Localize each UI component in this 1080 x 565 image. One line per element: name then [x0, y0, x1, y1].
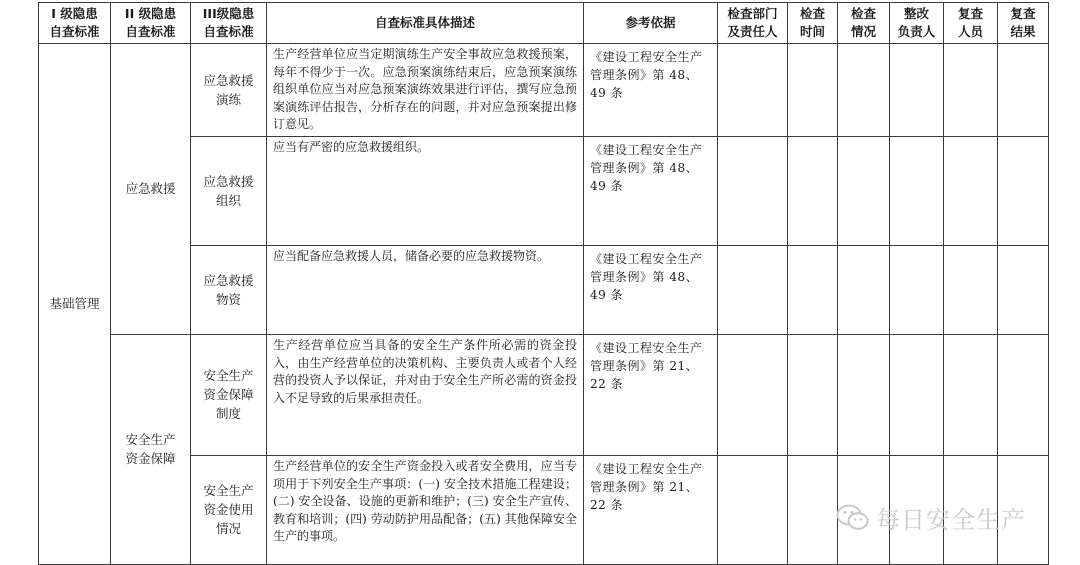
reviewer-cell[interactable]: [944, 334, 998, 455]
table-row: [39, 136, 1049, 245]
rectify-owner-cell[interactable]: [890, 334, 944, 455]
level1-cell: 基础管理: [39, 44, 111, 565]
header-row: [39, 3, 1049, 44]
inspection-dept-cell[interactable]: [718, 44, 788, 137]
inspection-status-cell[interactable]: [838, 136, 890, 245]
header-inspection-status: 检查 情况: [838, 3, 890, 44]
reference-cell: 《建设工程安全生产管理条例》第 48、49 条: [584, 245, 718, 334]
inspection-dept-cell[interactable]: [718, 245, 788, 334]
level3-cell: 安全生产 资金保障 制度: [191, 334, 267, 455]
level2-cell: 应急救援: [111, 44, 191, 335]
reviewer-cell[interactable]: [944, 136, 998, 245]
header-rectify-owner: 整改 负责人: [890, 3, 944, 44]
review-result-cell[interactable]: [998, 136, 1049, 245]
inspection-time-cell[interactable]: [788, 455, 838, 564]
inspection-status-cell[interactable]: [838, 334, 890, 455]
level2-cell: 安全生产 资金保障: [111, 334, 191, 564]
table-row: [39, 245, 1049, 334]
reference-cell: 《建设工程安全生产管理条例》第 48、49 条: [584, 44, 718, 137]
rectify-owner-cell[interactable]: [890, 44, 944, 137]
header-inspection-dept: 检查部门 及责任人: [718, 3, 788, 44]
level3-cell: 应急救援 组织: [191, 136, 267, 245]
level3-cell: 应急救援 演练: [191, 44, 267, 137]
inspection-status-cell[interactable]: [838, 245, 890, 334]
reviewer-cell[interactable]: [944, 44, 998, 137]
table-row: [39, 44, 1049, 137]
reviewer-cell[interactable]: [944, 245, 998, 334]
review-result-cell[interactable]: [998, 245, 1049, 334]
inspection-dept-cell[interactable]: [718, 334, 788, 455]
header-reference: 参考依据: [584, 3, 718, 44]
wechat-icon: [836, 504, 870, 532]
header-reviewer: 复查 人员: [944, 3, 998, 44]
reference-cell: 《建设工程安全生产管理条例》第 21、22 条: [584, 455, 718, 564]
reference-cell: 《建设工程安全生产管理条例》第 48、49 条: [584, 136, 718, 245]
rectify-owner-cell[interactable]: [890, 245, 944, 334]
header-level1: I 级隐患 自查标准: [39, 3, 111, 44]
inspection-time-cell[interactable]: [788, 334, 838, 455]
hazard-checklist-table: [38, 2, 1049, 565]
watermark-text: 每日安全生产: [876, 506, 1026, 534]
level3-cell: 应急救援 物资: [191, 245, 267, 334]
inspection-dept-cell[interactable]: [718, 455, 788, 564]
inspection-status-cell[interactable]: [838, 44, 890, 137]
header-inspection-time: 检查 时间: [788, 3, 838, 44]
inspection-time-cell[interactable]: [788, 136, 838, 245]
level3-cell: 安全生产 资金使用 情况: [191, 455, 267, 564]
description-cell: 应当配备应急救援人员，储备必要的应急救援物资。: [267, 245, 584, 334]
table-row: [39, 334, 1049, 455]
review-result-cell[interactable]: [998, 334, 1049, 455]
inspection-dept-cell[interactable]: [718, 136, 788, 245]
review-result-cell[interactable]: [998, 44, 1049, 137]
description-cell: 生产经营单位的安全生产资金投入或者安全费用，应当专项用于下列安全生产事项：(一) 安全技术措施工程建设；(二) 安全设备、设施的更新和维护；(三) 安全生产宣传、教育和培训；(四) 劳动防护用品配备；(五) 其他保障安全生产的事项。: [267, 455, 584, 564]
description-cell: 生产经营单位应当具备的安全生产条件所必需的资金投入，由生产经营单位的决策机构、主要负责人或者个人经营的投资人予以保证，并对由于安全生产所必需的资金投入不足导致的后果承担责任。: [267, 334, 584, 455]
header-level3: III级隐患 自查标准: [191, 3, 267, 44]
header-review-result: 复查 结果: [998, 3, 1049, 44]
header-description: 自查标准具体描述: [267, 3, 584, 44]
header-level2: II 级隐患 自查标准: [111, 3, 191, 44]
rectify-owner-cell[interactable]: [890, 136, 944, 245]
inspection-time-cell[interactable]: [788, 44, 838, 137]
watermark: [836, 500, 1026, 535]
reference-cell: 《建设工程安全生产管理条例》第 21、22 条: [584, 334, 718, 455]
inspection-time-cell[interactable]: [788, 245, 838, 334]
description-cell: 应当有严密的应急救援组织。: [267, 136, 584, 245]
description-cell: 生产经营单位应当定期演练生产安全事故应急救援预案，每年不得少于一次。应急预案演练结束后，应急预案演练组织单位应当对应急预案演练效果进行评估，撰写应急预案演练评估报告，分析存在的问题，并对应急预案提出修订意见。: [267, 44, 584, 137]
